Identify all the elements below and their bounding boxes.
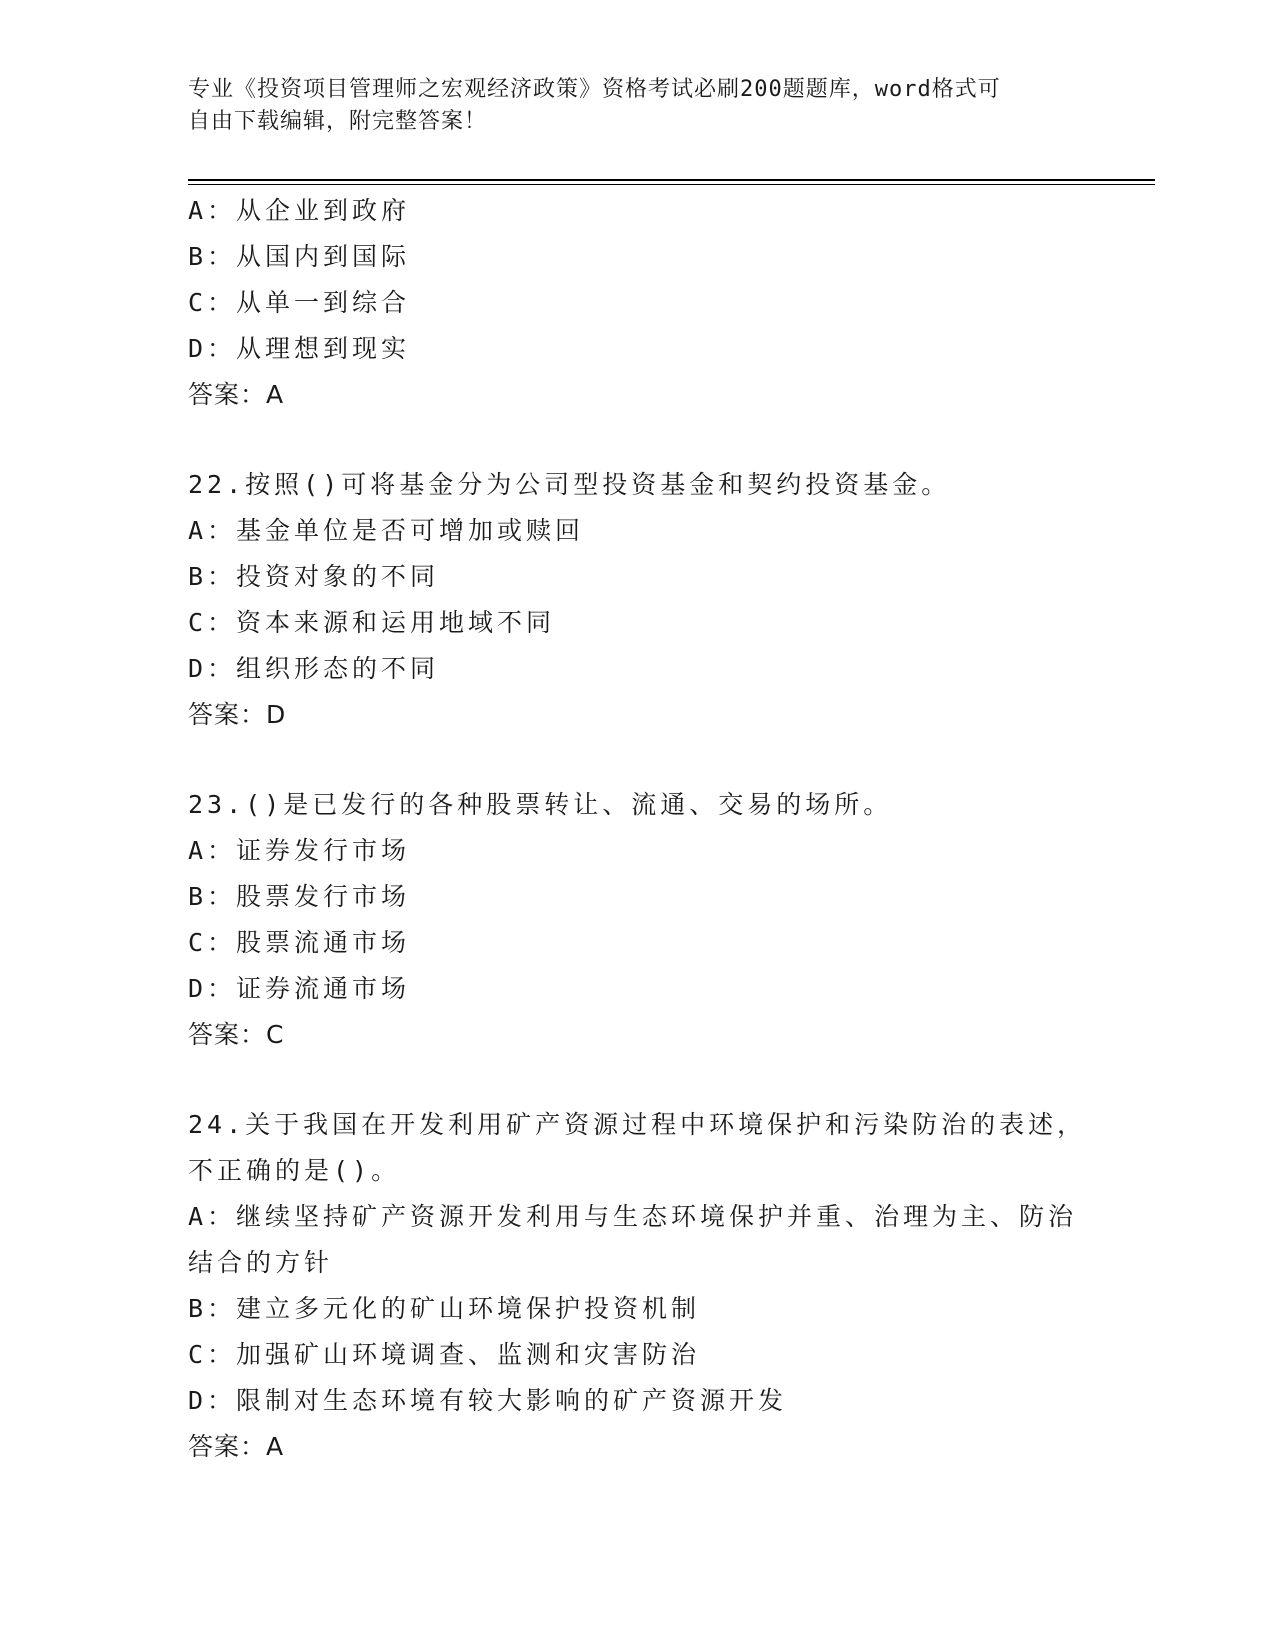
question-stem-line-2: 不正确的是()。 [188, 1156, 401, 1185]
option-c: C：股票流通市场 [188, 928, 411, 957]
option-a: A：证券发行市场 [188, 836, 411, 865]
header-line-1: 专业《投资项目管理师之宏观经济政策》资格考试必刷200题题库，word格式可 [188, 77, 1001, 102]
option-c: C：加强矿山环境调查、监测和灾害防治 [188, 1340, 701, 1369]
option-d: D：证券流通市场 [188, 974, 411, 1003]
question-block-23 [188, 782, 1088, 1058]
option-b: B：投资对象的不同 [188, 562, 440, 591]
option-d: D：从理想到现实 [188, 334, 411, 363]
option-c: C：资本来源和运用地域不同 [188, 608, 556, 637]
option-a: A：从企业到政府 [188, 196, 411, 225]
option-a: A：继续坚持矿产资源开发利用与生态环境保护并重、治理为主、防治 [188, 1202, 1078, 1231]
question-list [188, 188, 1088, 1470]
question-stem-line-1: 24.关于我国在开发利用矿产资源过程中环境保护和污染防治的表述， [188, 1110, 1087, 1139]
question-block-previous [188, 188, 1088, 418]
document-header [188, 74, 1068, 138]
option-a: A：基金单位是否可增加或赎回 [188, 516, 585, 545]
answer-line: 答案：A [188, 1432, 285, 1461]
question-stem: 23.()是已发行的各种股票转让、流通、交易的场所。 [188, 790, 893, 819]
option-b: B：从国内到国际 [188, 242, 411, 271]
header-rule-thin [188, 184, 1155, 185]
option-d: D：限制对生态环境有较大影响的矿产资源开发 [188, 1386, 788, 1415]
answer-line: 答案：C [188, 1020, 285, 1049]
option-c: C：从单一到综合 [188, 288, 411, 317]
answer-line: 答案：A [188, 380, 285, 409]
question-stem: 22.按照()可将基金分为公司型投资基金和契约投资基金。 [188, 470, 951, 499]
option-b: B：股票发行市场 [188, 882, 411, 911]
answer-line: 答案：D [188, 700, 287, 729]
question-block-22 [188, 462, 1088, 738]
option-a-continued: 结合的方针 [188, 1248, 334, 1277]
option-d: D：组织形态的不同 [188, 654, 440, 683]
header-line-2: 自由下载编辑，附完整答案！ [188, 109, 488, 134]
header-rule-thick [188, 179, 1155, 181]
question-block-24 [188, 1102, 1088, 1470]
option-b: B：建立多元化的矿山环境保护投资机制 [188, 1294, 701, 1323]
